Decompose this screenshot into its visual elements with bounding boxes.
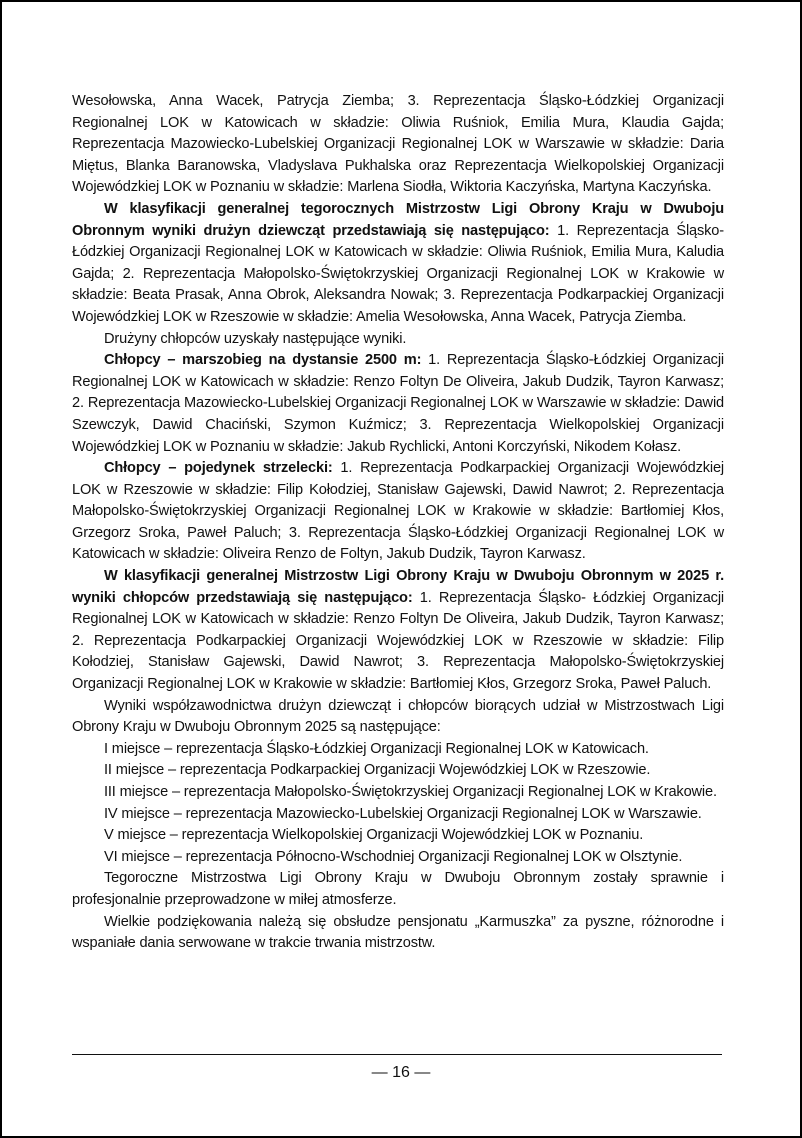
paragraph: [72, 760, 724, 782]
paragraph-text: 1. Reprezentacja Podkarpackiej Organizacji Wojewódzkiej LOK w Rzeszowie w składzie: Filip Kołodziej, Stanisław Gajewski, Dawid Nawrot; 2. Reprezentacja Małopolsko-Świętokrzyskiej Organizacji Regionalnej LOK w Krakowie w składzie: Bartłomiej Kłos, Grzegorz Sroka, Paweł Paluch; 3. Reprezentacja Śląsko-Łódzkiej Organizacji Regionalnej LOK w Katowicach w składzie: Oliveira Renzo de Foltyn, Jakub Dudzik, Tayron Karwasz.: [72, 460, 725, 563]
paragraph-text: 1. Reprezentacja Śląsko- Łódzkiej Organizacji Regionalnej LOK w Katowicach w składzie: Renzo Foltyn De Oliveira, Jakub Dudzik, Tayron Karwasz; 2. Reprezentacja Podkarpackiej Organizacji Wojewódzkiej LOK w Rzeszowie w składzie: Filip Kołodziej, Stanisław Gajewski, Dawid Nawrot; 3. Reprezentacja Małopolsko-Świętokrzyskiej Organizacji Regionalnej LOK w Krakowie w składzie: Bartłomiej Kłos, Grzegorz Sroka, Paweł Paluch.: [72, 589, 724, 693]
footer-rule: [72, 1054, 722, 1055]
paragraph: [72, 825, 724, 847]
paragraph-text: Drużyny chłopców uzyskały następujące wyniki.: [104, 330, 407, 347]
paragraph: [72, 566, 724, 696]
paragraph-bold-lead: Chłopcy – marszobieg na dystansie 2500 m:: [104, 352, 422, 369]
paragraph-text: Wesołowska, Anna Wacek, Patrycja Ziemba; 3. Reprezentacja Śląsko-Łódzkiej Organizacji Regionalnej LOK w Katowicach w składzie: Oliwia Ruśniok, Emilia Mura, Klaudia Gajda; Reprezentacja Mazowiecko-Lubelskiej Organizacji Regionalnej LOK w Warszawie w składzie: Daria Miętus, Blanka Baranowska, Vladyslava Pukhalska oraz Reprezentacja Wielkopolskiej Organizacji Wojewódzkiej LOK w Poznaniu w składzie: Marlena Siodła, Wiktoria Kaczyńska, Martyna Kaczyńska.: [72, 93, 724, 196]
paragraph-text: 1. Reprezentacja Śląsko-Łódzkiej Organizacji Regionalnej LOK w Katowicach w składzie: Oliwia Ruśniok, Emilia Mura, Kaludia Gajda; 2. Reprezentacja Małopolsko-Świętokrzyskiej Organizacji Regionalnej LOK w Krakowie w składzie: Beata Prasak, Anna Obrok, Aleksandra Nowak; 3. Reprezentacja Podkarpackiej Organizacji Wojewódzkiej LOK w Rzeszowie w składzie: Amelia Wesołowska, Anna Wacek, Patrycja Ziemba.: [72, 222, 724, 325]
paragraph-text: Wielkie podziękowania należą się obsłudze pensjonatu „Karmuszka” za pyszne, różnorodne i wspaniałe dania serwowane w trakcie trwania mistrzostw.: [72, 913, 724, 952]
paragraph: [72, 199, 724, 329]
paragraph-text: VI miejsce – reprezentacja Północno-Wschodniej Organizacji Regionalnej LOK w Olsztynie.: [104, 848, 683, 865]
paragraph: [72, 91, 724, 199]
body-text: [72, 91, 724, 955]
paragraph: [72, 350, 724, 458]
paragraph-text: II miejsce – reprezentacja Podkarpackiej Organizacji Wojewódzkiej LOK w Rzeszowie.: [104, 762, 651, 779]
page-number: — 16 —: [371, 1064, 431, 1081]
paragraph: [72, 847, 724, 869]
paragraph: [72, 458, 724, 566]
paragraph-text: Wyniki współzawodnictwa drużyn dziewcząt i chłopców biorących udział w Mistrzostwach Ligi Obrony Kraju w Dwuboju Obronnym 2025 są następujące:: [72, 697, 724, 736]
paragraph-text: Tegoroczne Mistrzostwa Ligi Obrony Kraju w Dwuboju Obronnym zostały sprawnie i profesjonalnie przeprowadzone w miłej atmosferze.: [72, 870, 724, 908]
paragraph: [72, 804, 724, 826]
paragraph: [72, 868, 724, 911]
paragraph-text: IV miejsce – reprezentacja Mazowiecko-Lubelskiej Organizacji Regionalnej LOK w Warszawie.: [104, 805, 702, 822]
paragraph: [72, 782, 724, 804]
paragraph: [72, 696, 724, 739]
paragraph: [72, 329, 724, 351]
paragraph: [72, 912, 724, 955]
paragraph-bold-lead: Chłopcy – pojedynek strzelecki:: [104, 460, 333, 477]
paragraph-bold-lead: W klasyfikacji generalnej tegorocznych Mistrzostw Ligi Obrony Kraju w Dwuboju Obronnym wyniki drużyn dziewcząt przedstawiają się następująco:: [72, 200, 724, 239]
paragraph-text: 1. Reprezentacja Śląsko-Łódzkiej Organizacji Regionalnej LOK w Katowicach w składzie: Renzo Foltyn De Oliveira, Jakub Dudzik, Tayron Karwasz; 2. Reprezentacja Mazowiecko-Lubelskiej Organizacji Regionalnej LOK w Warszawie w składzie: Dawid Szewczyk, Dawid Chaciński, Szymon Kuźmicz; 3. Reprezentacja Wielkopolskiej Organizacji Wojewódzkiej LOK w Poznaniu w składzie: Jakub Rychlicki, Antoni Korczyński, Nikodem Kołasz.: [72, 352, 724, 455]
paragraph-text: III miejsce – reprezentacja Małopolsko-Świętokrzyskiej Organizacji Regionalnej LOK w Krakowie.: [104, 784, 717, 800]
paragraph-text: I miejsce – reprezentacja Śląsko-Łódzkiej Organizacji Regionalnej LOK w Katowicach.: [104, 740, 649, 757]
paragraph-text: V miejsce – reprezentacja Wielkopolskiej Organizacji Wojewódzkiej LOK w Poznaniu.: [104, 827, 644, 844]
paragraph: [72, 739, 724, 761]
paragraph-bold-lead: W klasyfikacji generalnej Mistrzostw Ligi Obrony Kraju w Dwuboju Obronnym w 2025 r. wyniki chłopców przedstawiają się następująco:: [72, 568, 724, 606]
